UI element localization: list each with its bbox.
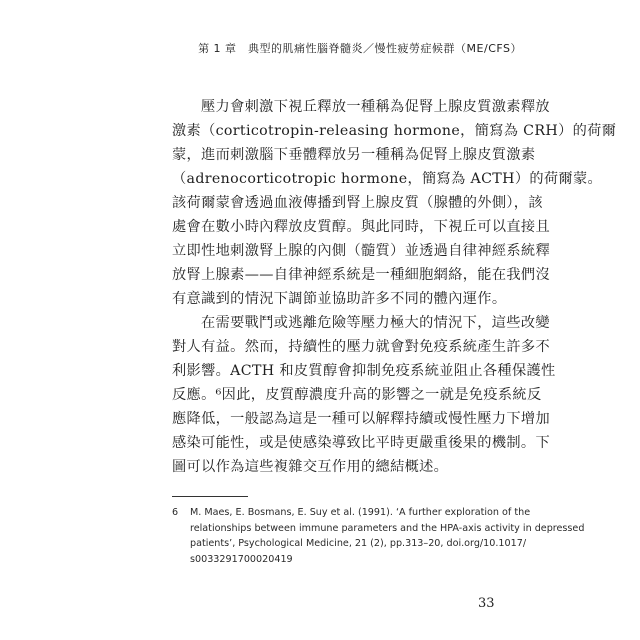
paragraph-1-line: 放腎上腺素——自律神經系統是一種細胞網絡，能在我們沒	[172, 267, 550, 283]
paragraph-2-line: 圖可以作為這些複雜交互作用的總結概述。	[172, 459, 449, 475]
paragraph-1-line: 立即性地刺激腎上腺的內側（髓質）並透過自律神經系統釋	[172, 243, 550, 259]
paragraph-2-line: 反應。⁶因此，皮質醇濃度升高的影響之一就是免疫系統反	[172, 387, 542, 403]
paragraph-1-line: 激素（corticotropin-releasing hormone，簡寫為 CRH）的荷爾	[172, 123, 617, 139]
paragraph-1-line: 蒙，進而刺激腦下垂體釋放另一種稱為促腎上腺皮質激素	[172, 147, 536, 163]
paragraph-1-line: 壓力會刺激下視丘釋放一種稱為促腎上腺皮質激素釋放	[201, 99, 550, 115]
paragraph-1-line: （adrenocorticotropic hormone，簡寫為 ACTH）的荷爾蒙。	[172, 171, 603, 187]
footnote-line: patients’, Psychological Medicine, 21 (2), pp.313–20, doi.org/10.1017/	[190, 538, 527, 549]
paragraph-1-line: 處會在數小時內釋放皮質醇。與此同時，下視丘可以直接且	[172, 219, 550, 235]
footnote-line: relationships between immune parameters and the HPA-axis activity in depressed	[190, 522, 585, 534]
paragraph-2-line: 感染可能性，或是使感染導致比平時更嚴重後果的機制。下	[172, 435, 550, 451]
paragraph-2-line: 利影響。ACTH 和皮質醇會抑制免疫系統並阻止各種保護性	[172, 363, 556, 379]
page-number: 33	[478, 596, 495, 611]
paragraph-2-line: 對人有益。然而，持續性的壓力就會對免疫系統產生許多不	[172, 339, 550, 355]
paragraph-1-line: 該荷爾蒙會透過血液傳播到腎上腺皮質（腺體的外側），該	[172, 195, 543, 211]
footnote-line: M. Maes, E. Bosmans, E. Suy et al. (1991). ‘A further exploration of the	[190, 507, 531, 518]
footnote-divider	[172, 496, 248, 497]
running-header: 第 1 章 典型的肌痛性腦脊髓炎／慢性疲勞症候群（ME/CFS）	[198, 42, 522, 55]
paragraph-2-line: 在需要戰鬥或逃離危險等壓力極大的情況下，這些改變	[201, 315, 550, 331]
footnote-line: s0033291700020419	[190, 553, 293, 565]
footnote-number: 6	[172, 507, 179, 518]
paragraph-1-line: 有意識到的情況下調節並協助許多不同的體內運作。	[172, 291, 507, 307]
paragraph-2-line: 應降低，一般認為這是一種可以解釋持續或慢性壓力下增加	[172, 411, 550, 427]
